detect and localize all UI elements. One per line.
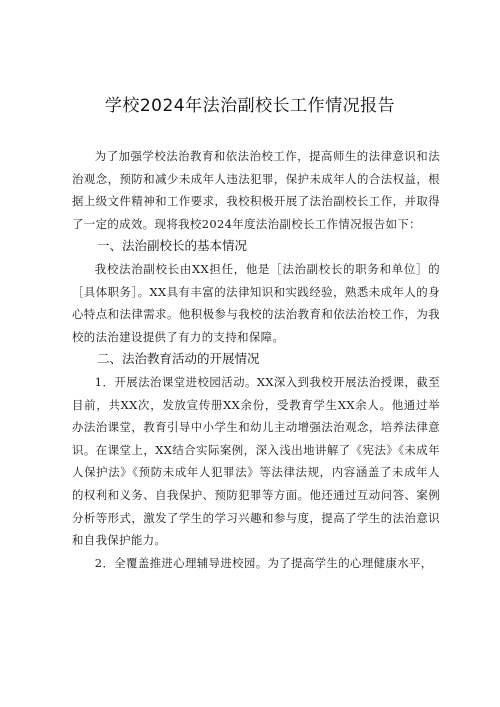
intro-paragraph: 为了加强学校法治教育和依法治校工作，提高师生的法律意识和法治观念，预防和减少未成年人违法犯罪，保护未成年人的合法权益，根据上级文件精神和工作要求，我校积极开展了法治副校长工作，并取得了一定的成效。现将我校2024年度法治副校长工作情况报告如下：: [72, 149, 440, 231]
section-2-paragraph-2: 2．全覆盖推进心理辅导进校园。为了提高学生的心理健康水平，: [94, 555, 433, 570]
document-title: 学校2024年法治副校长工作情况报告: [104, 96, 396, 116]
section-2-paragraph-1: 1．开展法治课堂进校园活动。XX深入到我校开展法治授课，截至目前，共XX次，发放宣传册XX余份，受教育学生XX余人。他通过举办法治课堂，教育引导中小学生和幼儿主动增强法治观念，培养法律意识。在课堂上，XX结合实际案例，深入浅出地讲解了《宪法》《未成年人保护法》《预防未成年人犯罪法》等法律法规，内容涵盖了未成年人的权利和义务、自我保护、预防犯罪等方面。他还通过互动问答、案例分析等形式，激发了学生的学习兴趣和参与度，提高了学生的法治意识和自我保护能力。: [72, 374, 440, 548]
section-1-paragraph: 我校法治副校长由XX担任，他是［法治副校长的职务和单位］的［具体职务］。XX具有丰富的法律知识和实践经验，熟悉未成年人的身心特点和法律需求。他积极参与我校的法治教育和依法治校工作，为我校的法治建设提供了有力的支持和保障。: [72, 261, 440, 344]
section-1-heading: 一、法治副校长的基本情况: [97, 238, 248, 254]
section-2-heading: 二、法治教育活动的开展情况: [97, 351, 260, 367]
document-body: [72, 145, 440, 574]
